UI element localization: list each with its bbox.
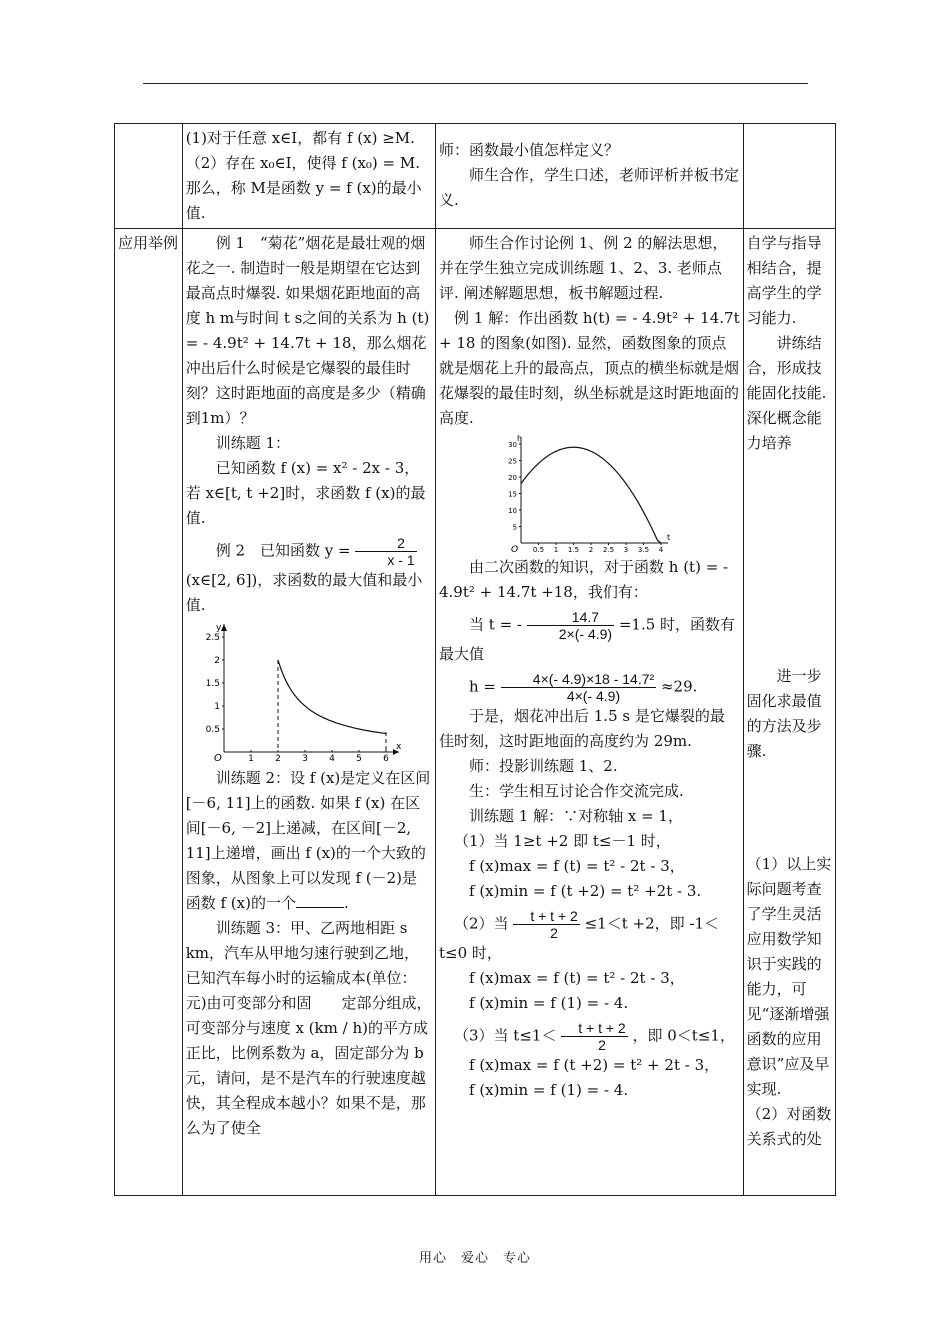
vertex-time-prefix: 当 t = - [469, 615, 522, 634]
answer-blank [296, 893, 344, 908]
row1-activity-cell [436, 124, 744, 229]
y-tick-label: 2 [213, 656, 220, 666]
fraction-denominator: x - 1 [387, 552, 415, 568]
example-1-graph [503, 433, 673, 553]
fraction-denominator: 2 [550, 925, 558, 941]
row1-label-cell [115, 124, 183, 229]
case-2-max: f (x)max = f (t) = t² - 2t - 3， [469, 969, 685, 987]
x-tick-label: 6 [382, 754, 389, 762]
intent-a: 自学与指导相结合，提高学生的学习能力. [746, 234, 822, 327]
x-tick-label: 3 [301, 754, 308, 762]
intent-d: （1）以上实际问题考查了学生灵活应用数学知识于实践的能力，可见“逐渐增强函数的应用意识”应及早实现. [746, 855, 832, 1098]
definition-line-1: (1)对于任意 x∈I，都有 f (x) ≥M. [185, 129, 415, 147]
y-axis-label: y [215, 623, 222, 633]
y-tick-label: 15 [508, 490, 517, 499]
solution-intro: 师生合作讨论例 1、例 2 的解法思想，并在学生独立完成训练题 1、2、3. 老师点评. 阐述解题思想，板书解题过程. [439, 234, 728, 302]
case-3-min: f (x)min = f (1) = - 4. [469, 1081, 629, 1099]
row1-content-cell [182, 124, 435, 229]
x-tick-label: 1 [247, 754, 254, 762]
parabola-curve [521, 447, 661, 543]
origin-label: O [213, 753, 222, 762]
case-3-max: f (x)max = f (t +2) = t² + 2t - 3， [469, 1056, 720, 1074]
quadratic-reasoning: 由二次函数的知识，对于函数 h (t) = - 4.9t² + 14.7t +18，我们有： [439, 558, 729, 601]
case-2-suffix: ≤1＜t +2，即 -1＜t≤0 时， [439, 914, 719, 962]
x-tick-label: 2 [588, 546, 594, 553]
page-footer: 用心 爱心 专心 [418, 1251, 531, 1266]
x-tick-label: 3.5 [637, 546, 650, 553]
case-3-suffix: ，即 0＜t≤1， [632, 1026, 735, 1045]
fraction-denominator: 2 [598, 1037, 606, 1053]
x-tick-label: 5 [355, 754, 362, 762]
vertex-time-suffix: =1.5 时，函数有最大值 [439, 615, 736, 663]
fraction-numerator: 4×(- 4.9)×18 - 14.7² [501, 671, 656, 688]
y-tick-label: 25 [508, 457, 517, 466]
student-discussion: 生：学生相互讨论合作交流完成. [469, 782, 684, 800]
case-3 [439, 1020, 740, 1053]
case-3-fraction [561, 1020, 627, 1053]
max-height-prefix: h = [469, 677, 496, 696]
definition-line-2: （2）存在 x₀∈I，使得 f (x₀) = M. [185, 154, 420, 172]
example-1-solution: 例 1 解：作出函数 h(t) = - 4.9t² + 14.7t + 18 的图象(如图). 显然，函数图象的顶点就是烟花上升的最高点，顶点的横坐标就是烟花爆裂的最佳时刻，纵坐标就是这时距地面的高度. [439, 309, 740, 427]
teacher-projection: 师：投影训练题 1、2. [469, 757, 618, 775]
max-height-suffix: ≈29. [660, 677, 698, 696]
example-2-suffix: (x∈[2, 6])，求函数的最大值和最小值. [185, 571, 423, 614]
training-1-solution: 训练题 1 解：∵对称轴 x = 1， [469, 807, 683, 825]
case-2-prefix: （2）当 [454, 914, 509, 933]
x-tick-label: 0.5 [532, 546, 545, 553]
fraction-denominator: 4×(- 4.9) [566, 688, 621, 704]
fraction-numerator: t + t + 2 [513, 908, 579, 925]
example-1-text: 例 1 “菊花”烟花是最壮观的烟花之一. 制造时一般是期望在它达到最高点时爆裂. 如果烟花距地面的高度 h m与时间 t s之间的关系为 h (t) = - 4.9t² + 14.7t + 18，那么烟花冲出后什么时候是它爆裂的最佳时刻？这时距地面的高度是多少（精确到1m）？ [185, 234, 430, 427]
y-tick-label: 1 [213, 702, 220, 712]
lesson-plan-table [114, 123, 836, 1196]
case-3-prefix: （3）当 t≤1＜ [454, 1026, 557, 1045]
case-2-min: f (x)min = f (1) = - 4. [469, 994, 629, 1012]
x-tick-label: 1.5 [567, 546, 580, 553]
x-tick-label: 3 [623, 546, 629, 553]
case-2 [439, 908, 740, 966]
y-tick-label: 0.5 [205, 725, 220, 735]
intent-e: （2）对函数关系式的处 [746, 1105, 832, 1148]
table-row [115, 229, 836, 1196]
example-2-graph [204, 622, 404, 762]
teacher-student-note: 师生合作，学生口述，老师评析并板书定义. [439, 166, 740, 209]
example-1-conclusion: 于是，烟花冲出后 1.5 s 是它爆裂的最佳时刻，这时距地面的高度约为 29m. [439, 707, 725, 750]
y-tick-label: 20 [508, 474, 517, 482]
section-label: 应用举例 [115, 229, 183, 1196]
teacher-question: 师：函数最小值怎样定义？ [439, 141, 620, 159]
case-1: （1）当 1≥t +2 即 t≤－1 时， [454, 832, 671, 850]
vertex-time-line [439, 609, 740, 667]
training-1-text: 已知函数 f (x) = x² - 2x - 3，若 x∈[t, t +2]时，求函数 f (x)的最值. [185, 459, 426, 527]
table-row [115, 124, 836, 229]
case-1-min: f (x)min = f (t +2) = t² +2t - 3. [469, 882, 702, 900]
y-tick-label: 1.5 [205, 679, 220, 689]
case-2-fraction [513, 908, 579, 941]
max-height-line [439, 671, 740, 704]
x-tick-label: 4 [658, 546, 664, 553]
x-tick-label: 2.5 [602, 546, 615, 553]
y-tick-label: 10 [508, 507, 517, 515]
example-2-text [186, 535, 432, 618]
training-2-end: . [343, 894, 349, 912]
y-tick-label: 2.5 [205, 633, 220, 643]
header-rule [143, 83, 808, 84]
definition-line-3: 那么，称 M是函数 y = f (x)的最小值. [185, 179, 422, 222]
design-intent-cell [743, 229, 835, 1196]
fraction-numerator: t + t + 2 [561, 1020, 627, 1037]
y-axis-label: h [517, 434, 523, 443]
x-tick-label: 2 [274, 754, 281, 762]
example-2-prefix: 例 2 已知函数 y = [215, 541, 351, 560]
intent-c: 进一步固化求最值的方法及步骤. [746, 667, 822, 760]
fraction-numerator: 2 [355, 535, 416, 552]
x-tick-label: 1 [553, 546, 559, 553]
training-2-text [186, 766, 432, 916]
fraction-denominator: 2×(- 4.9) [558, 626, 613, 642]
training-3-text: 训练题 3：甲、乙两地相距 s km，汽车从甲地匀速行驶到乙地，已知汽车每小时的运输成本(单位：元)由可变部分和固 定部分组成，可变部分与速度 x (km / h)的平方成正比，比例系数为 a，固定部分为 b元，请问，是不是汽车的行驶速度越快，其全程成本越小？如果不是，那么为了使全 [185, 919, 432, 1137]
function-curve [278, 660, 386, 734]
intent-b: 讲练结合，形成技能固化技能. 深化概念能力培养 [746, 334, 827, 452]
fraction-numerator: 14.7 [527, 609, 614, 626]
x-axis-label: x [395, 742, 402, 752]
solutions-cell [436, 229, 744, 1196]
row1-intent-cell [743, 124, 835, 229]
y-axis-arrow [221, 624, 227, 631]
x-tick-label: 4 [328, 754, 335, 762]
example-2-fraction [355, 535, 416, 568]
origin-label: O [511, 545, 519, 553]
max-height-fraction [501, 671, 656, 704]
y-tick-label: 5 [512, 523, 517, 532]
x-axis-label: t [667, 533, 671, 542]
case-1-max: f (x)max = f (t) = t² - 2t - 3， [469, 857, 685, 875]
training-1-title: 训练题 1： [215, 434, 290, 452]
training-2-body: 训练题 2：设 f (x)是定义在区间[－6, 11]上的函数. 如果 f (x) 在区间[－6, －2]上递减，在区间[－2, 11]上递增，画出 f (x)的一个大致的图象，从图象上可以发现 f (－2)是函数 f (x)的一个 [185, 769, 431, 912]
y-tick-label: 30 [508, 441, 517, 449]
vertex-time-fraction [527, 609, 614, 642]
examples-cell [182, 229, 435, 1196]
